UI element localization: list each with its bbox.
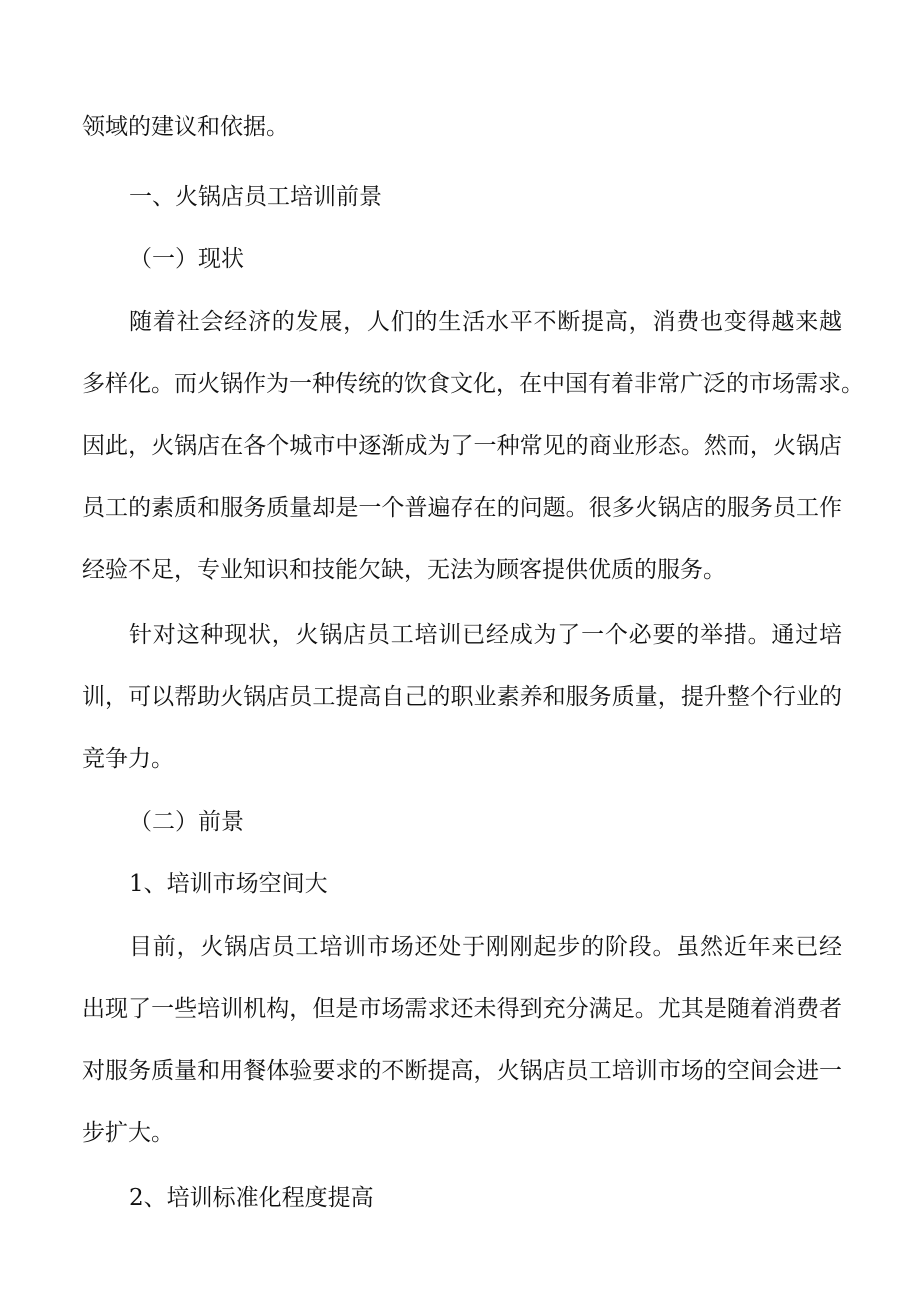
- subsection-heading-status: （一）现状: [129, 246, 244, 272]
- paragraph-line: 因此，火锅店在各个城市中逐渐成为了一种常见的商业形态。然而，火锅店: [82, 433, 842, 459]
- paragraph-line: 对服务质量和用餐体验要求的不断提高，火锅店员工培训市场的空间会进一: [82, 1058, 842, 1084]
- item-heading-standardization: 2、培训标准化程度提高: [129, 1185, 374, 1211]
- paragraph-line: 出现了一些培训机构，但是市场需求还未得到充分满足。尤其是随着消费者: [82, 996, 842, 1022]
- paragraph-line: 训，可以帮助火锅店员工提高自己的职业素养和服务质量，提升整个行业的: [82, 684, 842, 710]
- item-heading-market-space: 1、培训市场空间大: [129, 871, 328, 897]
- paragraph-line: 针对这种现状，火锅店员工培训已经成为了一个必要的举措。通过培: [129, 622, 842, 648]
- paragraph-line: 多样化。而火锅作为一种传统的饮食文化，在中国有着非常广泛的市场需求。: [82, 371, 864, 397]
- paragraph-line: 随着社会经济的发展，人们的生活水平不断提高，消费也变得越来越: [129, 309, 842, 335]
- paragraph-line: 竞争力。: [82, 746, 174, 772]
- paragraph-line: 经验不足，专业知识和技能欠缺，无法为顾客提供优质的服务。: [82, 557, 726, 583]
- intro-tail-line: 领域的建议和依据。: [82, 114, 289, 140]
- section-heading: 一、火锅店员工培训前景: [129, 184, 382, 210]
- paragraph-line: 步扩大。: [82, 1120, 174, 1146]
- subsection-heading-outlook: （二）前景: [129, 809, 244, 835]
- paragraph-line: 员工的素质和服务质量却是一个普遍存在的问题。很多火锅店的服务员工作: [82, 495, 842, 521]
- paragraph-line: 目前，火锅店员工培训市场还处于刚刚起步的阶段。虽然近年来已经: [129, 934, 842, 960]
